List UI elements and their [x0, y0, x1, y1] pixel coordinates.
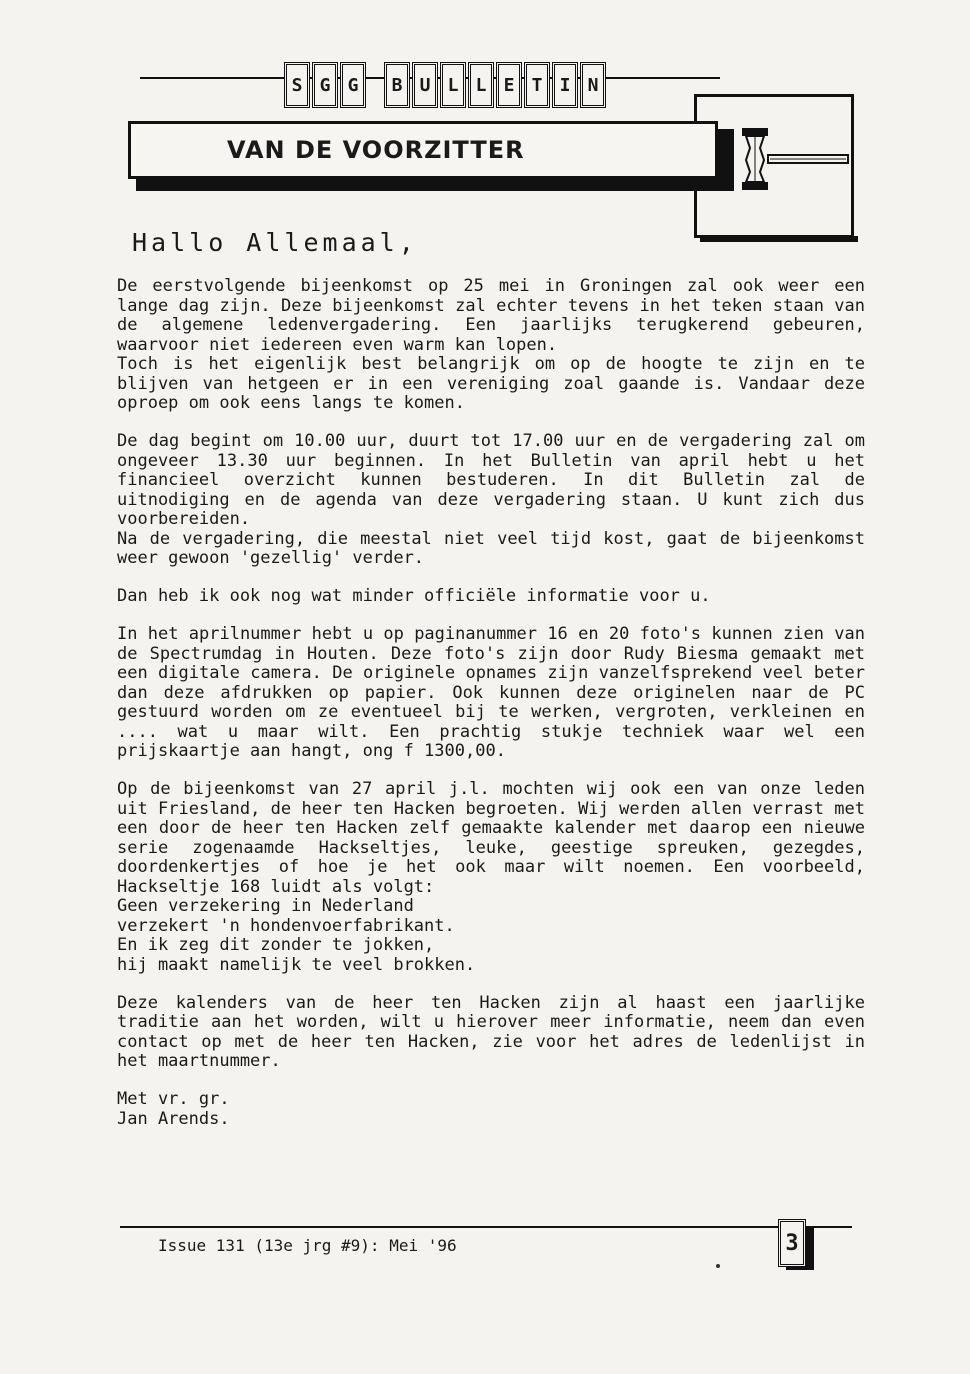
logo-letter: I — [552, 62, 578, 108]
closing: Met vr. gr. — [117, 1089, 230, 1109]
logo-letter: U — [412, 62, 438, 108]
article-body — [117, 277, 865, 1129]
footer-dot — [716, 1264, 720, 1268]
paragraph: In het aprilnummer hebt u op paginanummer 16 en 20 foto's kunnen zien van de Spectrumdag in Houten. Deze foto's zijn door Rudy Biesma gemaakt met een digitale camera. De originele opnames zijn vanzelfsprekend veel beter dan deze afdrukken op papier. Ook kunnen deze originelen naar de PC gestuurd worden om ze eventueel bij te werken, vergroten, verkleinen en .... wat u maar wilt. Een prachtig stukje techniek waar wel een prijskaartje aan hangt, ong f 1300,00. — [117, 624, 865, 761]
paragraph: De dag begint om 10.00 uur, duurt tot 17.00 uur en de vergadering zal om ongeveer 13.30 uur beginnen. In het Bulletin van april hebt u het financieel overzicht kunnen bestuderen. In dit Bulletin zal de uitnodiging en de agenda van deze vergadering staan. U kunt zich dus voorbereiden. Na de vergadering, die meestal niet veel tijd kost, gaat de bijeenkomst weer gewoon 'gezellig' verder. — [117, 431, 865, 568]
footer-rule — [120, 1226, 852, 1228]
logo-letter: T — [524, 62, 550, 108]
paragraph: Op de bijeenkomst van 27 april j.l. mochten wij ook een van onze leden uit Friesland, de heer ten Hacken begroeten. Wij werden allen verrast met een door de heer ten Hacken zelf gemaakte kalender met daarop een nieuwe serie zogenaamde Hackseltjes, leuke, geestige spreuken, gezegdes, doordenkertjes of hoe je het ook maar wilt noemen. Een voorbeeld, Hackseltje 168 luidt als volgt: — [117, 779, 865, 897]
gavel-icon — [740, 126, 850, 192]
greeting: Hallo Allemaal, — [132, 228, 418, 257]
logo-letter: G — [312, 62, 338, 108]
logo-letter: S — [284, 62, 310, 108]
page-title: VAN DE VOORZITTER — [227, 136, 525, 164]
logo-letter: B — [384, 62, 410, 108]
title-panel — [128, 121, 718, 179]
header-frame-shadow — [700, 236, 858, 242]
quote: En ik zeg dit zonder te jokken, hij maakt namelijk te veel brokken. — [117, 935, 476, 975]
paragraph: Deze kalenders van de heer ten Hacken zijn al haast een jaarlijke traditie aan het worden, wilt u hierover meer informatie, neem dan even contact op met de heer ten Hacken, zie voor het adres de ledenlijst in het maartnummer. — [117, 992, 865, 1071]
sgg-bulletin-logo — [284, 62, 618, 108]
quote: Geen verzekering in Nederland verzekert 'n hondenvoerfabrikant. — [117, 896, 455, 936]
logo-sgg — [284, 62, 366, 108]
paragraph: De eerstvolgende bijeenkomst op 25 mei in Groningen zal ook weer een lange dag zijn. Deze bijeenkomst zal echter tevens in het teken staan van de algemene ledenvergadering. Een jaarlijks terugkerend gebeuren, waarvoor niet iedereen even warm kan lopen. Toch is het eigenlijk best belangrijk om op de hoogte te zijn en te blijven van hetgeen er in een vereniging zoal gaande is. Vandaar deze oproep om ook eens langs te komen. — [117, 276, 865, 413]
page-number: 3 — [778, 1219, 806, 1267]
logo-letter: G — [340, 62, 366, 108]
logo-letter: N — [580, 62, 606, 108]
paragraph: Dan heb ik ook nog wat minder officiële informatie voor u. — [117, 586, 711, 606]
logo-letter: L — [468, 62, 494, 108]
signature: Jan Arends. — [117, 1108, 230, 1129]
issue-line: Issue 131 (13e jrg #9): Mei '96 — [158, 1236, 457, 1255]
logo-letter: L — [440, 62, 466, 108]
logo-letter: E — [496, 62, 522, 108]
logo-bulletin — [384, 62, 606, 108]
